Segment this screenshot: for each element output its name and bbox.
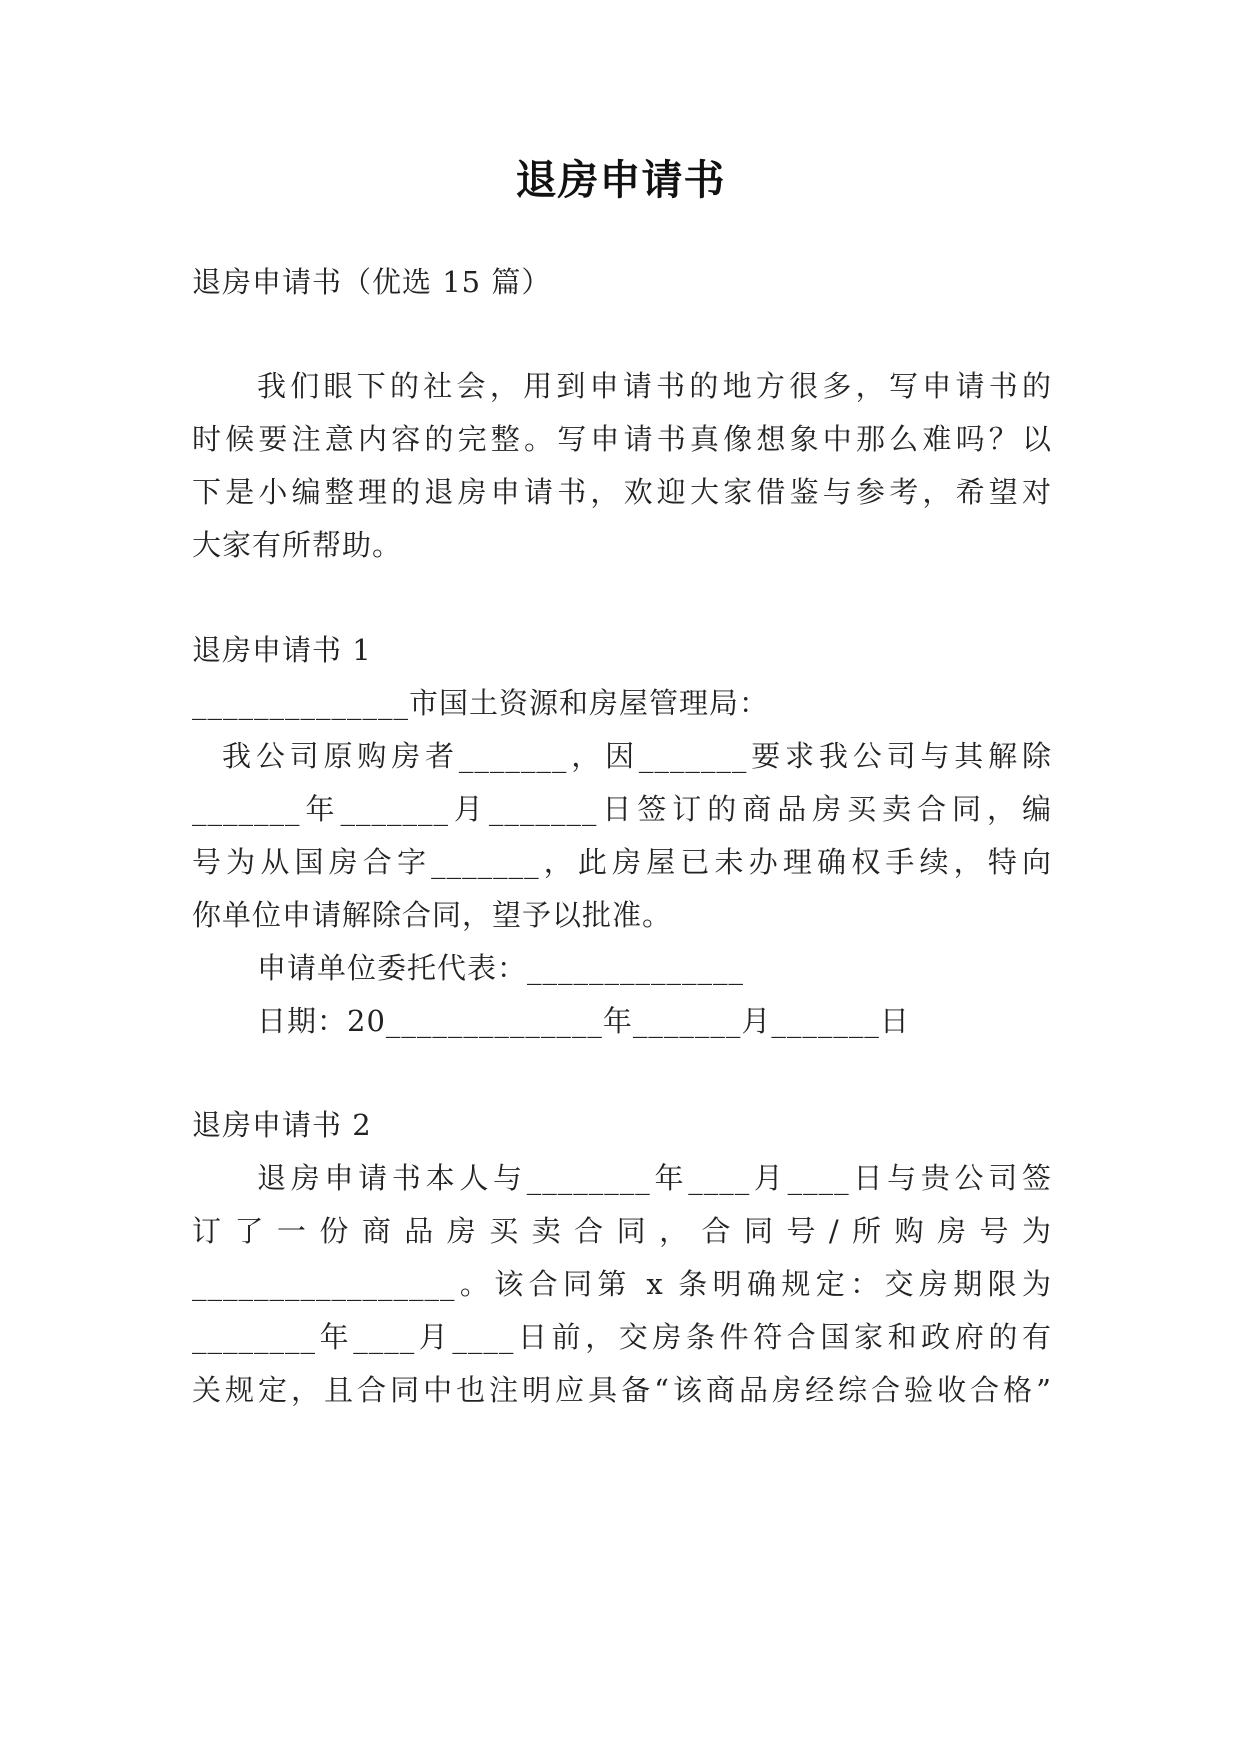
section2-body-line: _________________。该合同第 x 条明确规定：交房期限为 — [192, 1267, 1052, 1301]
intro-line: 时候要注意内容的完整。写申请书真像想象中那么难吗？以 — [192, 422, 1052, 456]
section1-body-line: _______年_______月_______日签订的商品房买卖合同，编 — [192, 792, 1052, 826]
section2-body-line: 关规定，且合同中也注明应具备“该商品房经综合验收合格” — [192, 1373, 1052, 1407]
section1-representative: 申请单位委托代表：______________ — [257, 951, 745, 985]
document-title: 退房申请书 — [515, 156, 726, 204]
section2-body-line: 退房申请书本人与________年____月____日与贵公司签 — [257, 1161, 1052, 1195]
section2-body-line: 订了一份商品房买卖合同，合同号/所购房号为 — [192, 1214, 1052, 1248]
intro-line: 下是小编整理的退房申请书，欢迎大家借鉴与参考，希望对 — [192, 475, 1052, 509]
section2-heading: 退房申请书 2 — [192, 1108, 372, 1142]
document-subtitle: 退房申请书（优选 15 篇） — [192, 265, 552, 299]
section1-addressee: ______________市国土资源和房屋管理局： — [192, 686, 770, 720]
section1-body-line: 你单位申请解除合同，望予以批准。 — [192, 898, 673, 932]
intro-line: 大家有所帮助。 — [192, 528, 403, 562]
section1-heading: 退房申请书 1 — [192, 633, 372, 667]
section2-body-line: ________年____月____日前，交房条件符合国家和政府的有 — [192, 1320, 1052, 1354]
intro-line: 我们眼下的社会，用到申请书的地方很多，写申请书的 — [257, 369, 1052, 403]
section1-body-line: 我公司原购房者_______，因_______要求我公司与其解除 — [222, 739, 1052, 773]
section1-date: 日期：20______________年_______月_______日 — [257, 1004, 910, 1038]
section1-body-line: 号为从国房合字_______，此房屋已未办理确权手续，特向 — [192, 845, 1052, 879]
